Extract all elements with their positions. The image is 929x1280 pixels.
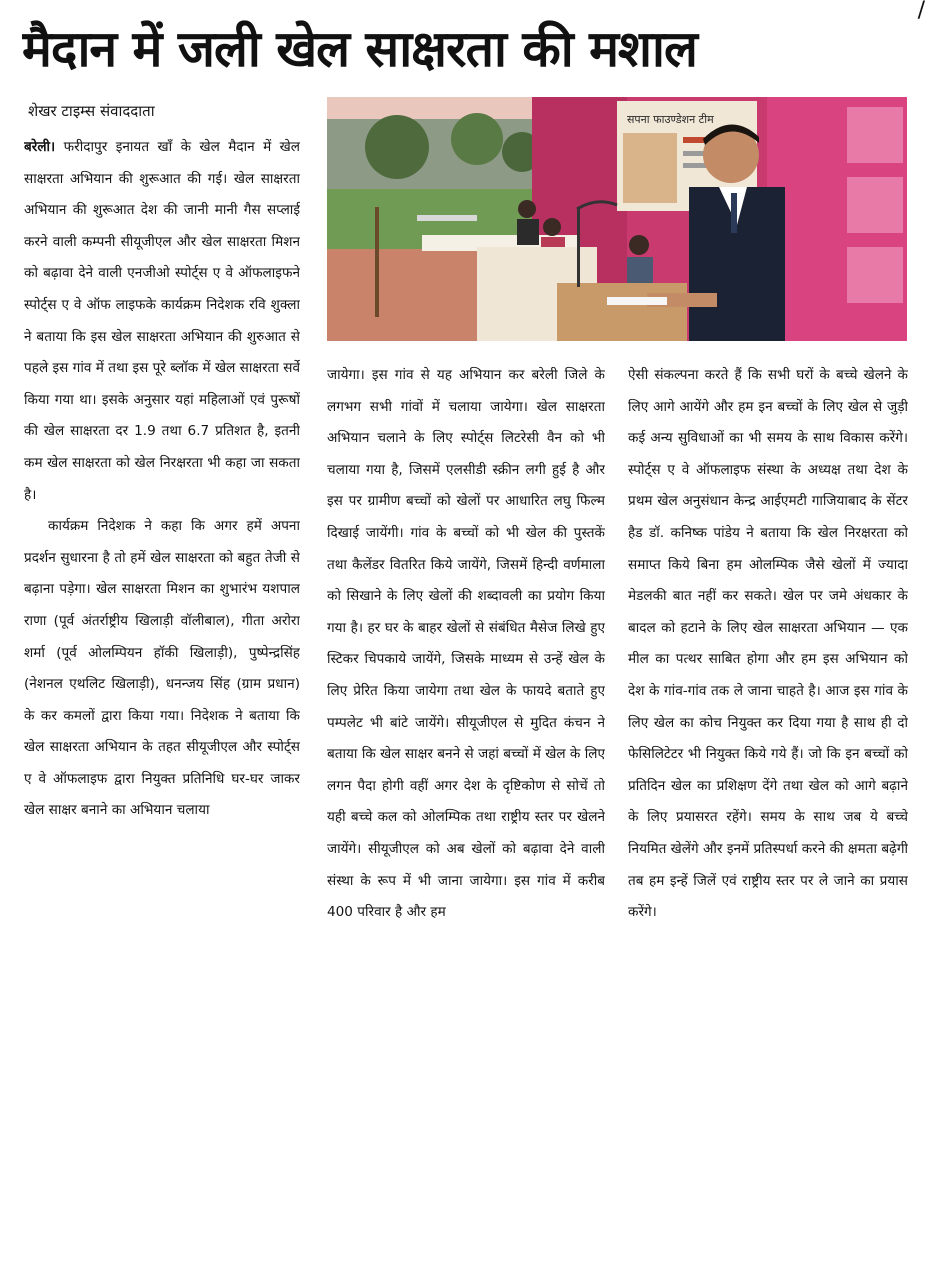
paragraph-1 (24, 132, 300, 511)
paragraph-3: जायेगा। इस गांव से यह अभियान कर बरेली जिले के लगभग सभी गांवों में चलाया जायेगा। खेल साक्षरता अभियान चलाने के लिए स्पोर्ट्स लिटरेसी वैन को भी चलाया गया है, जिसमें एलसीडी स्क्रीन लगी हुई है और इस पर ग्रामीण बच्चों को खेलों पर आधारित लघु फिल्म दिखाई जायेंगी। गांव के बच्चों को भी खेल की पुस्तकें तथा कैलेंडर वितरित किये जायेंगे, जिसमें हिन्दी वर्णमाला को सिखाने के लिए खेलों की शब्दावली का प्रयोग किया गया है। हर घर के बाहर खेलों से संबंधित मैसेज लिखे हुए स्टिकर चिपकाये जायेंगे, जिसके माध्यम से उन्हें खेल के लिए प्रेरित किया जायेगा तथा खेल के फायदे बताते हुए पम्पलेट भी बांटे जायेंगे। सीयूजीएल से मुदित कंचन ने बताया कि खेल साक्षर बनने से जहां बच्चों में खेल के लिए लगन पैदा होगी वहीं अगर देश के दृष्टिकोण से सोचें तो यही बच्चे कल को ओलम्पिक तथा राष्ट्रीय स्तर पर खेलने जायेंगे। सीयूजीएल को अब खेलों को बढ़ावा देने वाली संस्था के रूप में भी जाना जायेगा। इस गांव में करीब 400 परिवार है और हम (327, 367, 605, 921)
paragraph-1-text: फरीदापुर इनायत खाँ के खेल मैदान में खेल साक्षरता अभियान की शुरूआत की गई। खेल साक्षरता अभियान की शुरूआत देश की जानी मानी गैस सप्लाई करने वाली कम्पनी सीयूजीएल और खेल साक्षरता मिशन को बढ़ावा देने वाली एनजीओ स्पोर्ट्स ए वे ऑफलाइफने स्पोर्ट्स ए वे ऑफ लाइफके कार्यक्रम निदेशक रवि शुक्ला ने बताया कि इस खेल साक्षरता अभियान की शुरुआत से पहले इस गांव में तथा इस पूरे ब्लॉक में खेल साक्षरता सर्वे किया गया था। इसके अनुसार यहां महिलाओं एवं पुरूषों की खेल साक्षरता दर 1.9 तथा 6.7 प्रतिशत है, इतनी कम खेल साक्षरता को खेल निरक्षरता भी कहा जा सकता है। (24, 139, 300, 503)
headline: मैदान में जली खेल साक्षरता की मशाल (22, 20, 697, 78)
event-photo (327, 97, 907, 341)
byline: शेखर टाइम्स संवाददाता (28, 102, 155, 120)
article-column-3 (628, 360, 908, 1278)
article-column-1 (24, 132, 300, 1278)
article-column-2 (327, 360, 605, 1278)
dateline: बरेली। (24, 139, 56, 155)
paragraph-2: कार्यक्रम निदेशक ने कहा कि अगर हमें अपना प्रदर्शन सुधारना है तो हमें खेल साक्षरता को बहुत तेजी से बढ़ाना पड़ेगा। खेल साक्षरता मिशन का शुभारंभ यशपाल राणा (पूर्व अंतर्राष्ट्रीय खिलाड़ी वॉलीबाल), गीता अरोरा शर्मा (पूर्व ओलम्पियन हॉकी खिलाड़ी), पुष्पेन्द्रसिंह (नेशनल एथलिट खिलाड़ी), धनन्जय सिंह (ग्राम प्रधान) के कर कमलों द्वारा किया गया। निदेशक ने बताया कि खेल साक्षरता अभियान के तहत सीयूजीएल और स्पोर्ट्स ए वे ऑफलाइफ द्वारा नियुक्त प्रतिनिधि घर-घर जाकर खेल साक्षर बनाने का अभियान चलाया (24, 518, 300, 819)
page-corner-mark: / (917, 0, 925, 23)
paragraph-4: ऐसी संकल्पना करते हैं कि सभी घरों के बच्चे खेलने के लिए आगे आयेंगे और हम इन बच्चों के लिए खेल से जुड़ी कई अन्य सुविधाओं का भी समय के साथ विकास करेंगे। स्पोर्ट्स ए वे ऑफलाइफ संस्था के अध्यक्ष तथा देश के प्रथम खेल अनुसंधान केन्द्र आईएमटी गाजियाबाद के सेंटर हैड डॉ. कनिष्क पांडेय ने बताया कि खेल निरक्षरता को समाप्त किये बिना हम ओलम्पिक जैसे खेलों में ज्यादा मेडलकी बात नहीं कर सकते। खेल पर जमे अंधकार के बादल को हटाने के लिए खेल साक्षरता अभियान — एक मील का पत्थर साबित होगा और हम इस अभियान को देश के गांव-गांव तक ले जाना चाहते है। आज इस गांव के लिए खेल का कोच नियुक्त कर दिया गया है साथ ही दो फेसिलिटेटर भी नियुक्त किये गये हैं। जो कि इन बच्चों को प्रतिदिन खेल का प्रशिक्षण देंगे तथा खेल को आगे बढ़ाने के लिए प्रयासरत रहेंगे। समय के साथ जब ये बच्चे नियमित खेलेंगे और इनमें प्रतिस्पर्धा करने की क्षमता बढ़ेगी तब हम इन्हें जिलें एवं राष्ट्रीय स्तर पर ले जाने का प्रयास करेंगे। (628, 367, 908, 921)
event-photo-illustration (327, 97, 907, 341)
banner-text: सपना फाउण्डेशन टीम (627, 113, 714, 126)
